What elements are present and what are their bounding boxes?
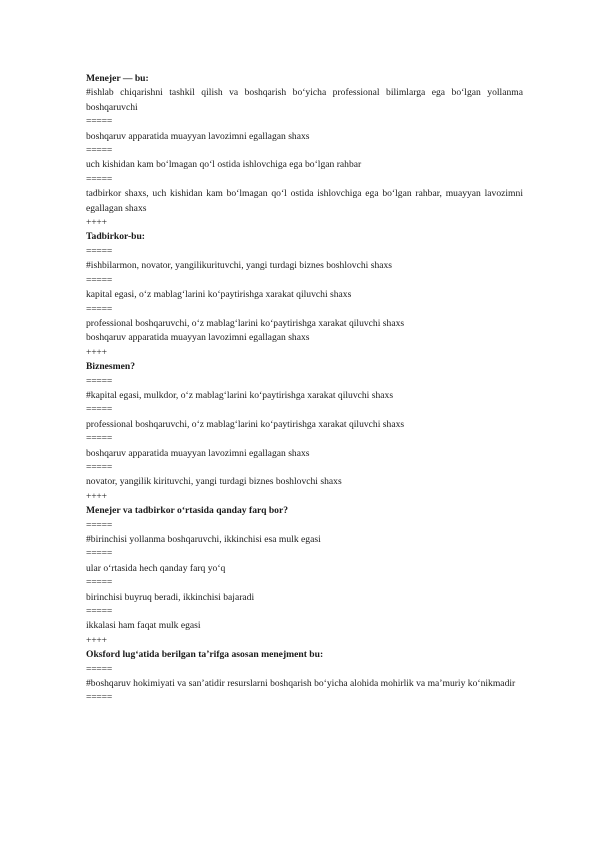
answer-option: #ishbilarmon, novator, yangilikurituvchi, yangi turdagi biznes boshlovchi shaxs (86, 260, 393, 272)
answer-separator: ===== (86, 663, 113, 675)
question-end-separator: ++++ (86, 346, 107, 358)
answer-option: tadbirkor shaxs, uch kishidan kam bo‘lmagan qo‘l ostida ishlovchiga ega bo‘lgan rahbar, muayyan lavozimni egallagan shaxs (86, 188, 523, 214)
answer-option: boshqaruv apparatida muayyan lavozimni egallagan shaxs (86, 332, 310, 344)
answer-option: birinchisi buyruq beradi, ikkinchisi bajaradi (86, 591, 255, 603)
answer-option: kapital egasi, o‘z mablag‘larini ko‘paytirishga xarakat qiluvchi shaxs (86, 289, 352, 301)
answer-separator: ===== (86, 577, 113, 589)
document-page (86, 72, 523, 706)
question-heading: Menejer va tadbirkor o‘rtasida qanday farq bor? (86, 505, 289, 517)
answer-separator: ===== (86, 116, 113, 128)
answer-separator: ===== (86, 274, 113, 286)
answer-option: professional boshqaruvchi, o‘z mablag‘larini ko‘paytirishga xarakat qiluvchi shaxs (86, 418, 405, 430)
question-heading: Oksford lug‘atida berilgan ta’rifga asosan menejment bu: (86, 649, 324, 661)
answer-separator: ===== (86, 692, 113, 704)
answer-separator: ===== (86, 433, 113, 445)
question-heading: Tadbirkor-bu: (86, 231, 146, 243)
question-end-separator: ++++ (86, 634, 107, 646)
answer-separator: ===== (86, 173, 113, 185)
question-end-separator: ++++ (86, 217, 107, 229)
answer-option: #boshqaruv hokimiyati va san’atidir resurslarni boshqarish bo‘yicha alohida mohirlik va ma’muriy ko‘nikmadir (86, 678, 516, 690)
answer-option: boshqaruv apparatida muayyan lavozimni egallagan shaxs (86, 130, 310, 142)
answer-separator: ===== (86, 461, 113, 473)
answer-separator: ===== (86, 404, 113, 416)
answer-option: boshqaruv apparatida muayyan lavozimni egallagan shaxs (86, 447, 310, 459)
answer-option: ikkalasi ham faqat mulk egasi (86, 620, 201, 632)
answer-separator: ===== (86, 548, 113, 560)
answer-separator: ===== (86, 245, 113, 257)
answer-separator: ===== (86, 375, 113, 387)
answer-option: novator, yangilik kirituvchi, yangi turdagi biznes boshlovchi shaxs (86, 476, 342, 488)
answer-option: uch kishidan kam bo‘lmagan qo‘l ostida ishlovchiga ega bo‘lgan rahbar (86, 159, 362, 171)
question-heading: Menejer — bu: (86, 73, 149, 84)
question-end-separator: ++++ (86, 490, 107, 502)
answer-option: #kapital egasi, mulkdor, o‘z mablag‘larini ko‘paytirishga xarakat qiluvchi shaxs (86, 389, 394, 401)
answer-option: #ishlab chiqarishni tashkil qilish va boshqarish bo‘yicha professional bilimlarga ega bo‘lgan yollanma boshqaruvchi (86, 87, 523, 113)
question-heading: Biznesmen? (86, 361, 136, 373)
answer-separator: ===== (86, 303, 113, 315)
answer-option: professional boshqaruvchi, o‘z mablag‘larini ko‘paytirishga xarakat qiluvchi shaxs (86, 317, 405, 329)
answer-option: #birinchisi yollanma boshqaruvchi, ikkinchisi esa mulk egasi (86, 534, 321, 545)
answer-separator: ===== (86, 519, 113, 531)
answer-separator: ===== (86, 606, 113, 618)
answer-option: ular o‘rtasida hech qanday farq yo‘q (86, 562, 226, 574)
answer-separator: ===== (86, 145, 113, 157)
